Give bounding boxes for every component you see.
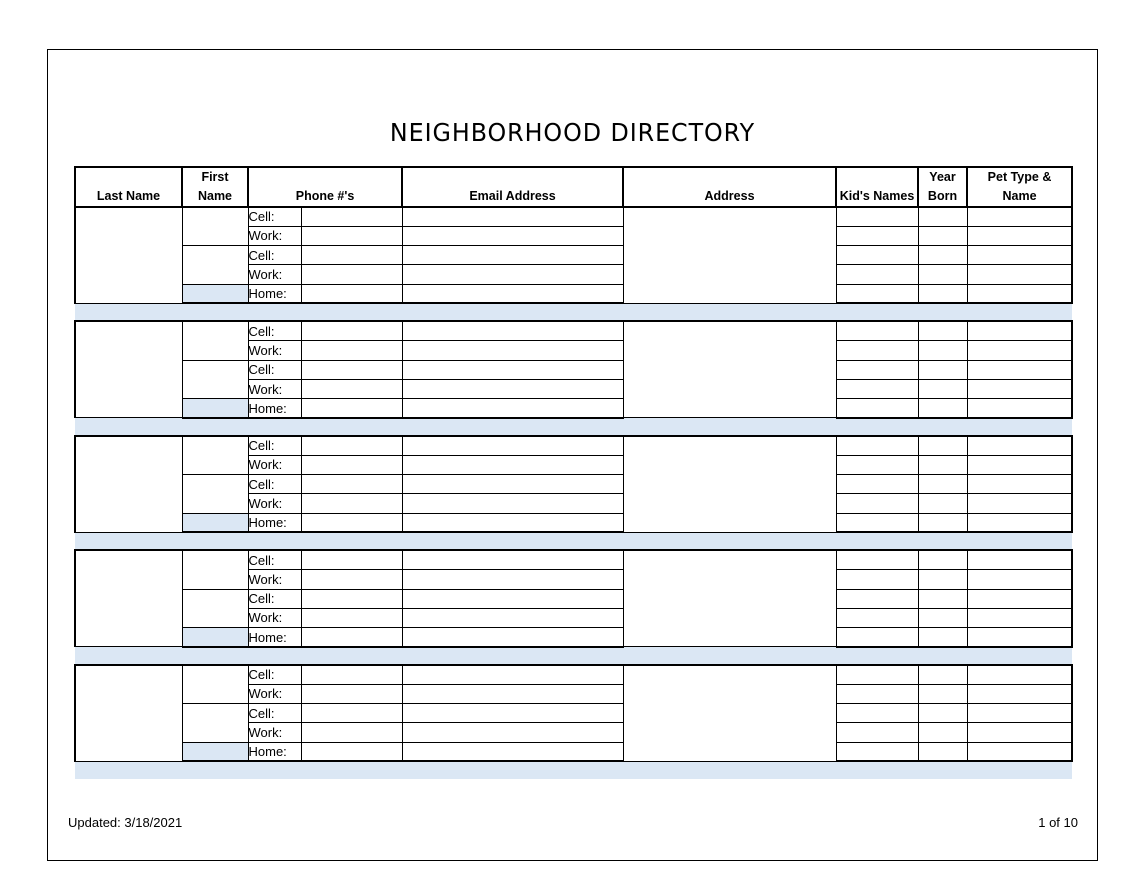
year-born-cell[interactable] <box>918 550 967 569</box>
address-cell[interactable] <box>623 550 836 646</box>
pet-cell[interactable] <box>967 589 1072 608</box>
phone-number-cell[interactable] <box>301 723 402 742</box>
first-name-cell[interactable] <box>182 704 248 743</box>
last-name-cell[interactable] <box>75 436 182 532</box>
phone-label: Work: <box>248 226 301 245</box>
phone-label: Work: <box>248 341 301 360</box>
header-first-name <box>182 167 248 207</box>
email-cell[interactable] <box>402 723 623 742</box>
phone-number-cell[interactable] <box>301 704 402 723</box>
email-cell[interactable] <box>402 684 623 703</box>
year-born-cell[interactable] <box>918 704 967 723</box>
phone-number-cell[interactable] <box>301 399 402 418</box>
phone-label: Home: <box>248 742 301 761</box>
phone-label: Work: <box>248 379 301 398</box>
header-email: Email Address <box>402 167 623 207</box>
kid-name-cell[interactable] <box>836 665 918 684</box>
header-pet-line2: Name <box>1002 189 1037 203</box>
updated-date: Updated: 3/18/2021 <box>68 815 183 830</box>
separator-band <box>75 418 1072 436</box>
first-name-cell[interactable] <box>182 246 248 285</box>
email-cell[interactable] <box>402 570 623 589</box>
entry-row <box>75 321 1072 340</box>
phone-number-cell[interactable] <box>301 684 402 703</box>
kid-name-cell[interactable] <box>836 455 918 474</box>
kid-name-cell[interactable] <box>836 246 918 265</box>
phone-label: Cell: <box>248 704 301 723</box>
email-cell[interactable] <box>402 436 623 455</box>
phone-label: Work: <box>248 684 301 703</box>
header-row <box>75 167 1072 207</box>
phone-label: Work: <box>248 723 301 742</box>
directory-entries <box>75 207 1072 779</box>
entry-separator <box>75 532 1072 550</box>
email-cell[interactable] <box>402 226 623 245</box>
phone-number-cell[interactable] <box>301 742 402 761</box>
phone-label: Home: <box>248 628 301 647</box>
first-name-cell[interactable] <box>182 360 248 399</box>
year-born-cell[interactable] <box>918 207 967 226</box>
phone-label: Cell: <box>248 589 301 608</box>
separator-band <box>75 532 1072 550</box>
phone-number-cell[interactable] <box>301 570 402 589</box>
pet-cell[interactable] <box>967 608 1072 627</box>
phone-number-cell[interactable] <box>301 207 402 226</box>
directory-table <box>74 166 1073 779</box>
entry-row <box>75 742 1072 761</box>
page-title: NEIGHBORHOOD DIRECTORY <box>389 118 756 147</box>
last-name-cell[interactable] <box>75 665 182 761</box>
first-name-cell[interactable] <box>182 742 248 761</box>
phone-number-cell[interactable] <box>301 513 402 532</box>
email-cell[interactable] <box>402 360 623 379</box>
pet-cell[interactable] <box>967 704 1072 723</box>
phone-number-cell[interactable] <box>301 608 402 627</box>
header-phone: Phone #'s <box>248 167 402 207</box>
address-cell[interactable] <box>623 207 836 303</box>
kid-name-cell[interactable] <box>836 360 918 379</box>
pet-cell[interactable] <box>967 265 1072 284</box>
phone-label: Cell: <box>248 321 301 340</box>
kid-name-cell[interactable] <box>836 494 918 513</box>
page-number: 1 of 10 <box>1038 815 1078 830</box>
phone-number-cell[interactable] <box>301 360 402 379</box>
kid-name-cell[interactable] <box>836 723 918 742</box>
separator-band <box>75 303 1072 321</box>
header-kids: Kid's Names <box>836 167 918 207</box>
separator-band <box>75 761 1072 779</box>
pet-cell[interactable] <box>967 321 1072 340</box>
email-cell[interactable] <box>402 494 623 513</box>
address-cell[interactable] <box>623 665 836 761</box>
first-name-cell[interactable] <box>182 475 248 514</box>
email-cell[interactable] <box>402 608 623 627</box>
year-born-cell[interactable] <box>918 723 967 742</box>
entry-row <box>75 704 1072 723</box>
first-name-cell[interactable] <box>182 550 248 589</box>
entry-row <box>75 360 1072 379</box>
phone-number-cell[interactable] <box>301 494 402 513</box>
entry-row <box>75 665 1072 684</box>
first-name-cell[interactable] <box>182 589 248 628</box>
address-cell[interactable] <box>623 321 836 417</box>
first-name-cell[interactable] <box>182 665 248 704</box>
pet-cell[interactable] <box>967 742 1072 761</box>
last-name-cell[interactable] <box>75 207 182 303</box>
year-born-cell[interactable] <box>918 246 967 265</box>
phone-label: Work: <box>248 608 301 627</box>
phone-number-cell[interactable] <box>301 628 402 647</box>
pet-cell[interactable] <box>967 550 1072 569</box>
header-pet-line1: Pet Type & <box>987 170 1052 184</box>
phone-number-cell[interactable] <box>301 455 402 474</box>
email-cell[interactable] <box>402 379 623 398</box>
entry-row <box>75 589 1072 608</box>
pet-cell[interactable] <box>967 284 1072 303</box>
email-cell[interactable] <box>402 399 623 418</box>
email-cell[interactable] <box>402 742 623 761</box>
pet-cell[interactable] <box>967 226 1072 245</box>
year-born-cell[interactable] <box>918 589 967 608</box>
entry-row <box>75 513 1072 532</box>
kid-name-cell[interactable] <box>836 226 918 245</box>
pet-cell[interactable] <box>967 399 1072 418</box>
entry-row <box>75 284 1072 303</box>
entry-separator <box>75 761 1072 779</box>
year-born-cell[interactable] <box>918 379 967 398</box>
pet-cell[interactable] <box>967 207 1072 226</box>
first-name-cell[interactable] <box>182 628 248 647</box>
phone-label: Work: <box>248 455 301 474</box>
year-born-cell[interactable] <box>918 284 967 303</box>
kid-name-cell[interactable] <box>836 436 918 455</box>
phone-number-cell[interactable] <box>301 341 402 360</box>
email-cell[interactable] <box>402 665 623 684</box>
phone-label: Home: <box>248 284 301 303</box>
header-pet <box>967 167 1072 207</box>
pet-cell[interactable] <box>967 475 1072 494</box>
kid-name-cell[interactable] <box>836 475 918 494</box>
entry-separator <box>75 418 1072 436</box>
year-born-cell[interactable] <box>918 608 967 627</box>
email-cell[interactable] <box>402 321 623 340</box>
phone-label: Work: <box>248 494 301 513</box>
year-born-cell[interactable] <box>918 570 967 589</box>
phone-number-cell[interactable] <box>301 665 402 684</box>
phone-number-cell[interactable] <box>301 321 402 340</box>
kid-name-cell[interactable] <box>836 628 918 647</box>
email-cell[interactable] <box>402 475 623 494</box>
first-name-cell[interactable] <box>182 513 248 532</box>
email-cell[interactable] <box>402 341 623 360</box>
first-name-cell[interactable] <box>182 436 248 475</box>
email-cell[interactable] <box>402 513 623 532</box>
year-born-cell[interactable] <box>918 341 967 360</box>
first-name-cell[interactable] <box>182 284 248 303</box>
year-born-cell[interactable] <box>918 628 967 647</box>
kid-name-cell[interactable] <box>836 742 918 761</box>
phone-label: Work: <box>248 265 301 284</box>
phone-number-cell[interactable] <box>301 436 402 455</box>
phone-number-cell[interactable] <box>301 284 402 303</box>
email-cell[interactable] <box>402 207 623 226</box>
kid-name-cell[interactable] <box>836 589 918 608</box>
year-born-cell[interactable] <box>918 321 967 340</box>
email-cell[interactable] <box>402 246 623 265</box>
phone-label: Work: <box>248 570 301 589</box>
entry-row <box>75 436 1072 455</box>
phone-number-cell[interactable] <box>301 475 402 494</box>
header-year-born <box>918 167 967 207</box>
kid-name-cell[interactable] <box>836 265 918 284</box>
year-born-cell[interactable] <box>918 475 967 494</box>
kid-name-cell[interactable] <box>836 608 918 627</box>
phone-label: Cell: <box>248 550 301 569</box>
header-address: Address <box>623 167 836 207</box>
entry-row <box>75 246 1072 265</box>
phone-number-cell[interactable] <box>301 550 402 569</box>
email-cell[interactable] <box>402 628 623 647</box>
phone-label: Cell: <box>248 207 301 226</box>
header-year-line1: Year <box>929 170 956 184</box>
pet-cell[interactable] <box>967 723 1072 742</box>
first-name-cell[interactable] <box>182 399 248 418</box>
last-name-cell[interactable] <box>75 321 182 417</box>
pet-cell[interactable] <box>967 379 1072 398</box>
pet-cell[interactable] <box>967 570 1072 589</box>
kid-name-cell[interactable] <box>836 550 918 569</box>
kid-name-cell[interactable] <box>836 207 918 226</box>
pet-cell[interactable] <box>967 494 1072 513</box>
year-born-cell[interactable] <box>918 436 967 455</box>
email-cell[interactable] <box>402 265 623 284</box>
header-year-line2: Born <box>927 189 958 203</box>
kid-name-cell[interactable] <box>836 379 918 398</box>
year-born-cell[interactable] <box>918 494 967 513</box>
kid-name-cell[interactable] <box>836 341 918 360</box>
header-first-name-line2: Name <box>197 189 233 203</box>
phone-label: Home: <box>248 513 301 532</box>
entry-separator <box>75 303 1072 321</box>
address-cell[interactable] <box>623 436 836 532</box>
year-born-cell[interactable] <box>918 684 967 703</box>
email-cell[interactable] <box>402 550 623 569</box>
kid-name-cell[interactable] <box>836 684 918 703</box>
year-born-cell[interactable] <box>918 665 967 684</box>
year-born-cell[interactable] <box>918 226 967 245</box>
entry-separator <box>75 647 1072 665</box>
year-born-cell[interactable] <box>918 399 967 418</box>
kid-name-cell[interactable] <box>836 321 918 340</box>
phone-label: Home: <box>248 399 301 418</box>
header-first-name-line1: First <box>201 170 229 184</box>
kid-name-cell[interactable] <box>836 704 918 723</box>
email-cell[interactable] <box>402 704 623 723</box>
email-cell[interactable] <box>402 589 623 608</box>
phone-label: Cell: <box>248 246 301 265</box>
pet-cell[interactable] <box>967 628 1072 647</box>
year-born-cell[interactable] <box>918 513 967 532</box>
phone-number-cell[interactable] <box>301 589 402 608</box>
year-born-cell[interactable] <box>918 265 967 284</box>
phone-number-cell[interactable] <box>301 226 402 245</box>
year-born-cell[interactable] <box>918 455 967 474</box>
email-cell[interactable] <box>402 284 623 303</box>
entry-row <box>75 550 1072 569</box>
phone-label: Cell: <box>248 665 301 684</box>
last-name-cell[interactable] <box>75 550 182 646</box>
kid-name-cell[interactable] <box>836 513 918 532</box>
kid-name-cell[interactable] <box>836 570 918 589</box>
first-name-cell[interactable] <box>182 321 248 360</box>
pet-cell[interactable] <box>967 455 1072 474</box>
entry-row <box>75 207 1072 226</box>
pet-cell[interactable] <box>967 246 1072 265</box>
separator-band <box>75 647 1072 665</box>
kid-name-cell[interactable] <box>836 284 918 303</box>
phone-number-cell[interactable] <box>301 246 402 265</box>
pet-cell[interactable] <box>967 684 1072 703</box>
kid-name-cell[interactable] <box>836 399 918 418</box>
year-born-cell[interactable] <box>918 360 967 379</box>
phone-label: Cell: <box>248 475 301 494</box>
first-name-cell[interactable] <box>182 207 248 246</box>
entry-row <box>75 399 1072 418</box>
email-cell[interactable] <box>402 455 623 474</box>
pet-cell[interactable] <box>967 360 1072 379</box>
phone-number-cell[interactable] <box>301 379 402 398</box>
phone-number-cell[interactable] <box>301 265 402 284</box>
header-last-name: Last Name <box>75 167 182 207</box>
phone-label: Cell: <box>248 360 301 379</box>
pet-cell[interactable] <box>967 436 1072 455</box>
entry-row <box>75 475 1072 494</box>
phone-label: Cell: <box>248 436 301 455</box>
pet-cell[interactable] <box>967 513 1072 532</box>
pet-cell[interactable] <box>967 341 1072 360</box>
entry-row <box>75 628 1072 647</box>
year-born-cell[interactable] <box>918 742 967 761</box>
pet-cell[interactable] <box>967 665 1072 684</box>
